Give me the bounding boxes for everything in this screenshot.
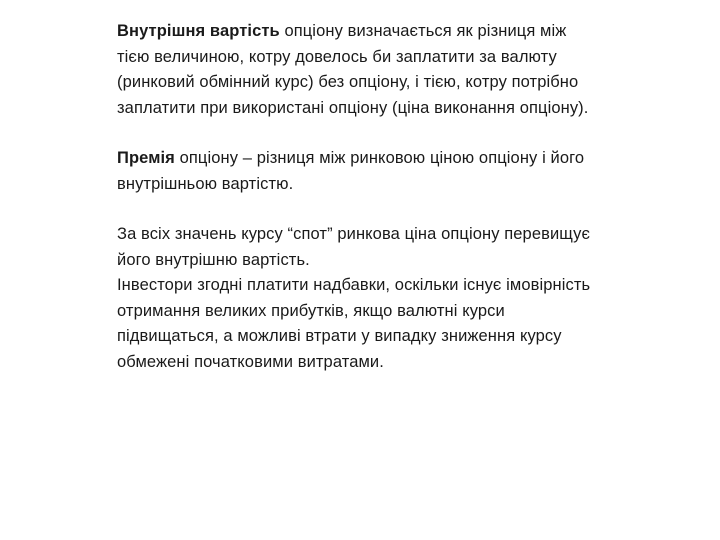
term-premium: Премія	[117, 149, 175, 167]
paragraph-spot-rate: За всіх значень курсу “спот” ринкова ціна опціону перевищує його внутрішню вартість.	[117, 225, 591, 269]
term-intrinsic-value: Внутрішня вартість	[117, 22, 280, 40]
paragraph-investors: Інвестори згодні платити надбавки, оскільки існує імовірність отримання великих прибутків, якщо валютні курси підвищаться, а можливі втрати у випадку зниження курсу обмежені початковими витратами.	[117, 276, 591, 371]
intrinsic-value-text: опціону визначається як різниця між тією величиною, котру довелось би заплатити за валюту (ринковий обмінний курс) без опціону, і тією, котру потрібно заплатити при використані опціону (ціна виконання опціону).	[117, 22, 589, 117]
text-block	[117, 19, 597, 375]
premium-text: опціону – різниця між ринковою ціною опціону і його внутрішньою вартістю.	[117, 149, 585, 193]
paragraph-intrinsic-value	[117, 19, 597, 121]
paragraph-premium	[117, 146, 597, 197]
